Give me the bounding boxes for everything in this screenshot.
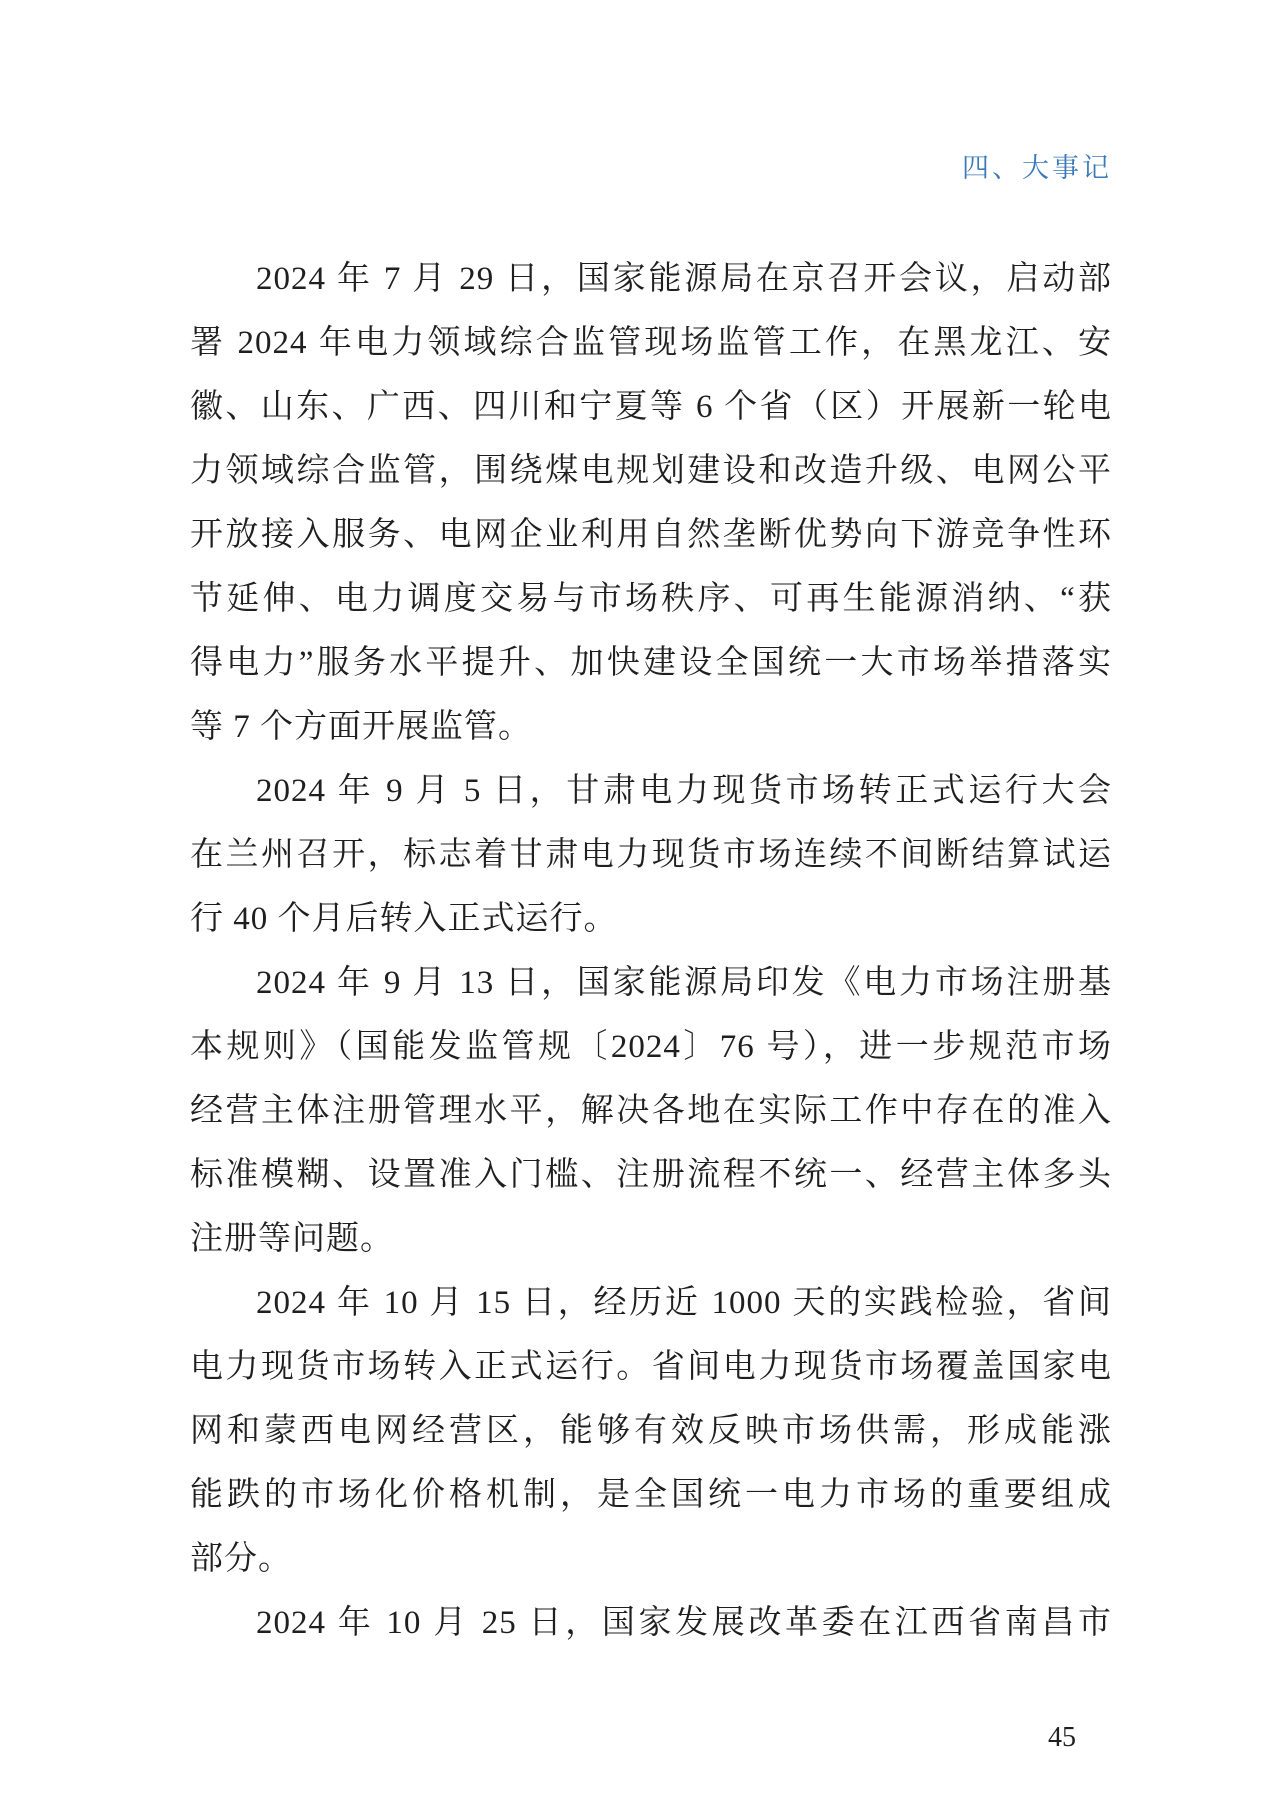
text-line: 力领域综合监管，围绕煤电规划建设和改造升级、电网公平 xyxy=(190,453,1112,489)
text-line: 在兰州召开，标志着甘肃电力现货市场连续不间断结算试运 xyxy=(190,837,1112,873)
text-line: 经营主体注册管理水平，解决各地在实际工作中存在的准入 xyxy=(190,1093,1112,1129)
text-line: 网和蒙西电网经营区，能够有效反映市场供需，形成能涨 xyxy=(190,1413,1112,1449)
text-line: 署 2024 年电力领域综合监管现场监管工作，在黑龙江、安 xyxy=(190,325,1112,361)
text-line: 能跌的市场化价格机制，是全国统一电力市场的重要组成 xyxy=(190,1477,1112,1513)
text-line: 徽、山东、广西、四川和宁夏等 6 个省（区）开展新一轮电 xyxy=(190,389,1112,425)
text-line: 标准模糊、设置准入门槛、注册流程不统一、经营主体多头 xyxy=(190,1157,1112,1193)
text-content xyxy=(190,247,1112,1655)
text-line: 2024 年 9 月 5 日，甘肃电力现货市场转正式运行大会 xyxy=(256,773,1112,809)
text-line: 开放接入服务、电网企业利用自然垄断优势向下游竞争性环 xyxy=(190,517,1112,553)
text-line: 2024 年 9 月 13 日，国家能源局印发《电力市场注册基 xyxy=(256,965,1112,1001)
text-line: 电力现货市场转入正式运行。省间电力现货市场覆盖国家电 xyxy=(190,1349,1112,1385)
text-line: 等 7 个方面开展监管。 xyxy=(190,709,532,745)
text-line: 节延伸、电力调度交易与市场秩序、可再生能源消纳、“获 xyxy=(190,581,1112,617)
text-line: 2024 年 7 月 29 日，国家能源局在京召开会议，启动部 xyxy=(256,261,1112,297)
text-line: 得电力”服务水平提升、加快建设全国统一大市场举措落实 xyxy=(190,645,1112,681)
text-line: 行 40 个月后转入正式运行。 xyxy=(190,901,618,937)
text-line: 注册等问题。 xyxy=(190,1221,394,1257)
text-line: 部分。 xyxy=(190,1541,292,1577)
text-line: 2024 年 10 月 15 日，经历近 1000 天的实践检验，省间 xyxy=(256,1285,1112,1321)
page-number: 45 xyxy=(1048,1722,1076,1753)
text-line: 本规则》（国能发监管规〔2024〕76 号），进一步规范市场 xyxy=(190,1029,1112,1065)
chapter-header: 四、大事记 xyxy=(962,153,1112,183)
text-line: 2024 年 10 月 25 日，国家发展改革委在江西省南昌市 xyxy=(256,1605,1112,1641)
